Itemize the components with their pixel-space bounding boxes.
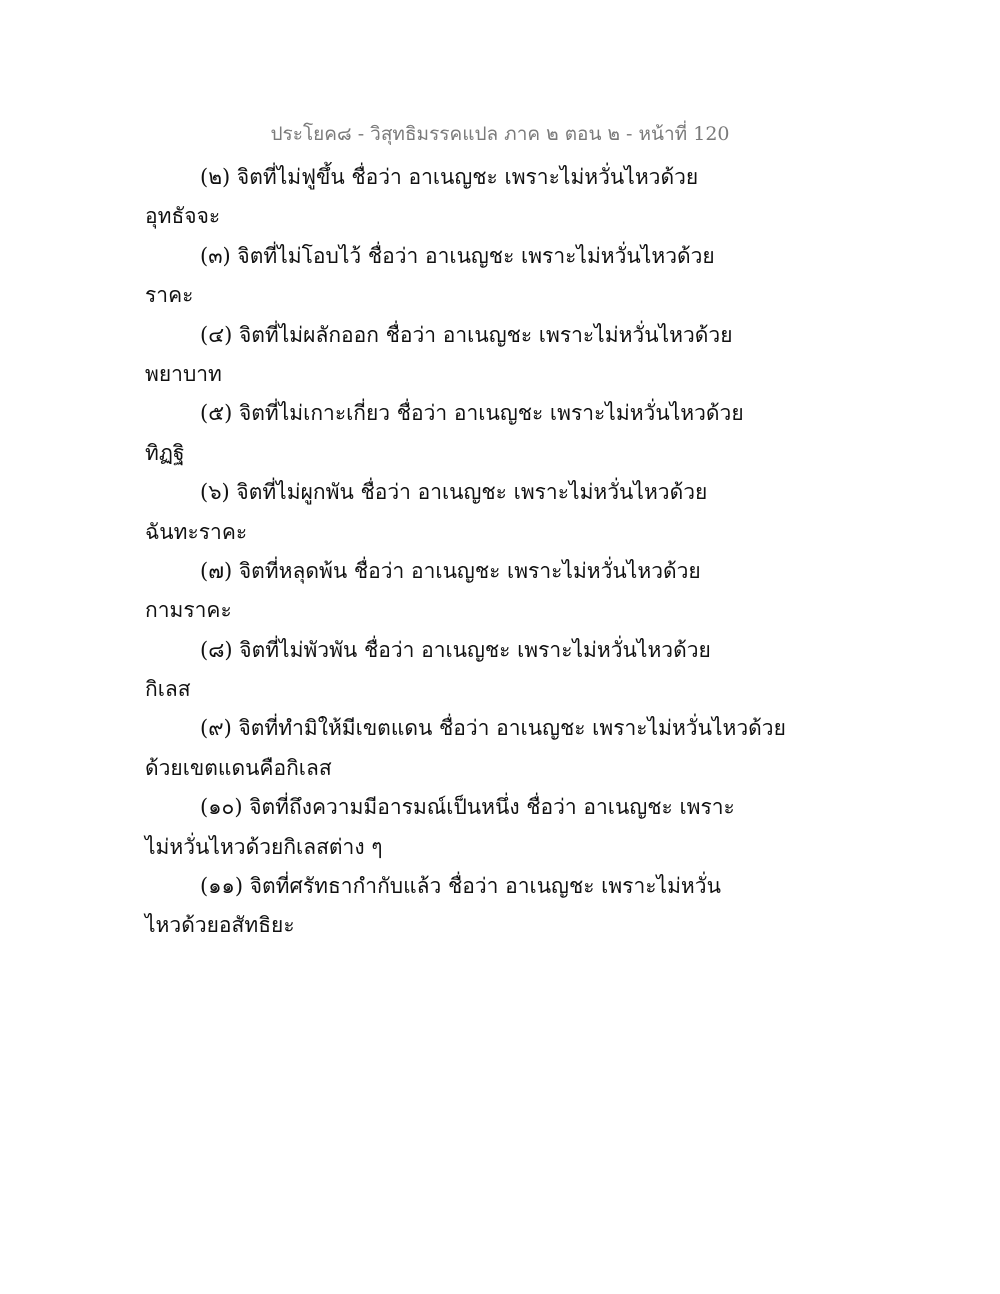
body-text <box>145 158 785 946</box>
paragraph-line: ฉันทะราคะ <box>145 519 248 544</box>
running-header: ประโยค๘ - วิสุทธิมรรคแปล ภาค ๒ ตอน ๒ - หน้าที่ 120 <box>270 123 730 145</box>
paragraph-line: กามราคะ <box>145 598 232 623</box>
paragraph-line: ด้วยเขตแดนคือกิเลส <box>145 755 332 780</box>
paragraph-line: อุทธัจจะ <box>145 204 221 229</box>
paragraph-line: (๑๑) จิตที่ศรัทธากำกับแล้ว ชื่อว่า อาเนญชะ เพราะไม่หวั่น <box>200 874 721 899</box>
paragraph-line: ไม่หวั่นไหวด้วยกิเลสต่าง ๆ <box>145 834 383 859</box>
paragraph-line: ทิฏฐิ <box>145 440 185 465</box>
paragraph-line: ไหวด้วยอสัทธิยะ <box>145 913 295 938</box>
paragraph-line: (๒) จิตที่ไม่ฟูขึ้น ชื่อว่า อาเนญชะ เพราะไม่หวั่นไหวด้วย <box>200 165 699 189</box>
paragraph-line: (๕) จิตที่ไม่เกาะเกี่ยว ชื่อว่า อาเนญชะ เพราะไม่หวั่นไหวด้วย <box>200 401 744 426</box>
paragraph-line: (๘) จิตที่ไม่พัวพัน ชื่อว่า อาเนญชะ เพราะไม่หวั่นไหวด้วย <box>200 637 711 662</box>
paragraph-line: (๗) จิตที่หลุดพ้น ชื่อว่า อาเนญชะ เพราะไม่หวั่นไหวด้วย <box>200 558 701 583</box>
paragraph-line: พยาบาท <box>145 361 222 386</box>
paragraph-line: (๓) จิตที่ไม่โอบไว้ ชื่อว่า อาเนญชะ เพราะไม่หวั่นไหวด้วย <box>200 243 715 268</box>
paragraph-line: (๔) จิตที่ไม่ผลักออก ชื่อว่า อาเนญชะ เพราะไม่หวั่นไหวด้วย <box>200 322 733 347</box>
paragraph-line: ราคะ <box>145 283 194 308</box>
paragraph-line: (๙) จิตที่ทำมิให้มีเขตแดน ชื่อว่า อาเนญชะ เพราะไม่หวั่นไหวด้วย <box>200 716 786 741</box>
paragraph-line: กิเลส <box>145 677 191 702</box>
paragraph-line: (๖) จิตที่ไม่ผูกพัน ชื่อว่า อาเนญชะ เพราะไม่หวั่นไหวด้วย <box>200 480 708 505</box>
paragraph-line: (๑๐) จิตที่ถึงความมีอารมณ์เป็นหนึ่ง ชื่อว่า อาเนญชะ เพราะ <box>200 795 735 820</box>
